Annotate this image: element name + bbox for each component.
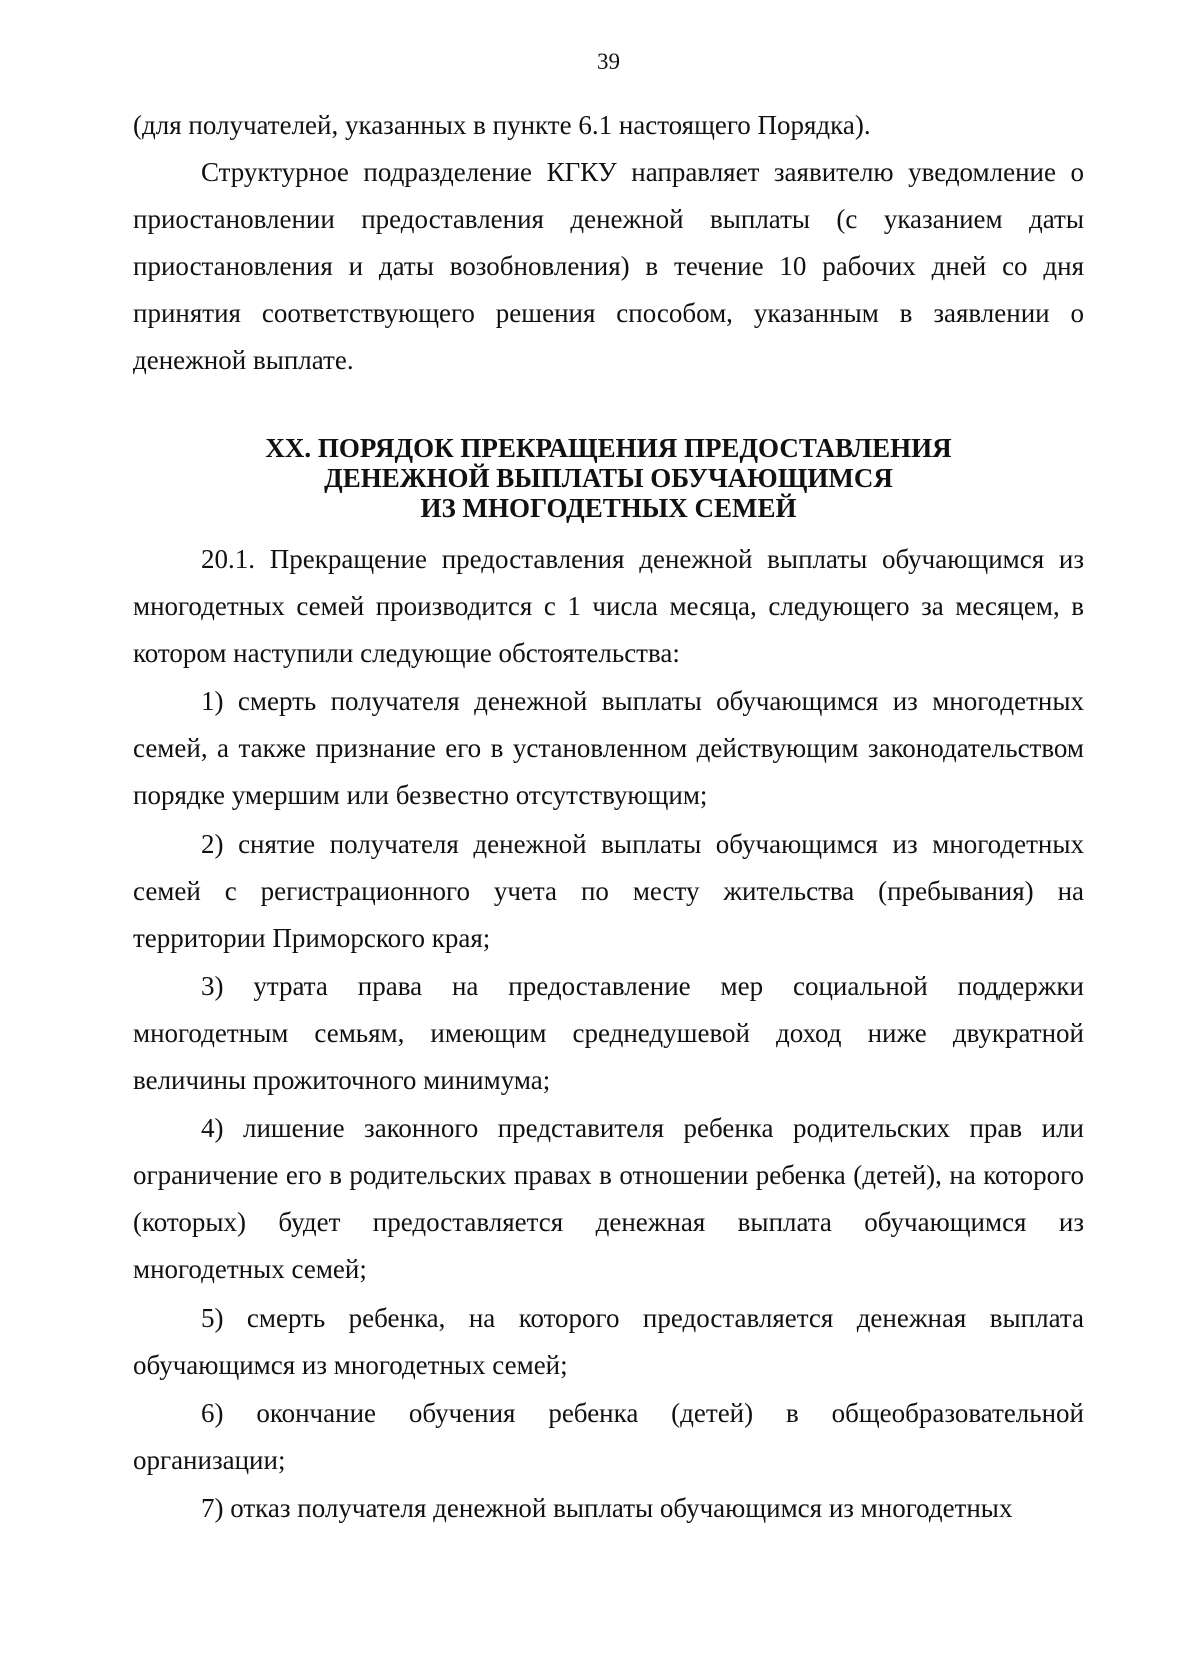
section-heading-line-2: ДЕНЕЖНОЙ ВЫПЛАТЫ ОБУЧАЮЩИМСЯ [324,463,893,493]
list-item-4: 4) лишение законного представителя ребенка родительских прав или ограничение его в родительских правах в отношении ребенка (детей), на которого (которых) будет предоставляется денежная выплата обучающимся из многодетных семей; [133,1113,1084,1284]
list-item-1: 1) смерть получателя денежной выплаты обучающимся из многодетных семей, а также признание его в установленном действующим законодательством порядке умершим или безвестно отсутствующим; [133,686,1084,810]
paragraph-20-1: 20.1. Прекращение предоставления денежной выплаты обучающимся из многодетных семей производится с 1 числа месяца, следующего за месяцем, в котором наступили следующие обстоятельства: [133,544,1084,668]
document-page [133,0,1084,1679]
section-heading-line-3: ИЗ МНОГОДЕТНЫХ СЕМЕЙ [420,493,797,523]
section-heading-line-1: XX. ПОРЯДОК ПРЕКРАЩЕНИЯ ПРЕДОСТАВЛЕНИЯ [265,433,952,463]
page-number: 39 [597,49,620,74]
paragraph-suspension-notice: Структурное подразделение КГКУ направляет заявителю уведомление о приостановлении предоставления денежной выплаты (с указанием даты приостановления и даты возобновления) в течение 10 рабочих дней со дня принятия соответствующего решения способом, указанным в заявлении о денежной выплате. [133,157,1084,375]
list-item-2: 2) снятие получателя денежной выплаты обучающимся из многодетных семей с регистрационного учета по месту жительства (пребывания) на территории Приморского края; [133,829,1084,953]
list-item-5: 5) смерть ребенка, на которого предоставляется денежная выплата обучающимся из многодетных семей; [133,1303,1084,1380]
list-item-6: 6) окончание обучения ребенка (детей) в общеобразовательной организации; [133,1398,1084,1475]
section-heading [133,433,1084,523]
list-item-7: 7) отказ получателя денежной выплаты обучающимся из многодетных [201,1493,1013,1523]
list-item-3: 3) утрата права на предоставление мер социальной поддержки многодетным семьям, имеющим среднедушевой доход ниже двукратной величины прожиточного минимума; [133,971,1084,1095]
paragraph-continuation: (для получателей, указанных в пункте 6.1 настоящего Порядка). [133,110,871,140]
